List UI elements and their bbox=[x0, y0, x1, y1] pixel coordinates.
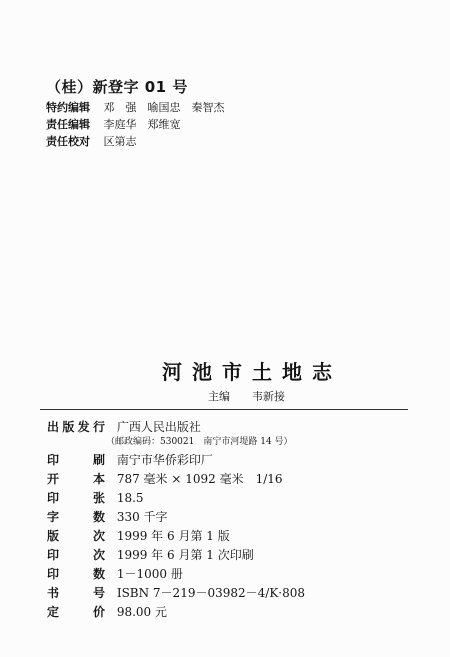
staff-label: 特约编辑 bbox=[46, 101, 90, 114]
publisher-row bbox=[47, 418, 201, 435]
staff-label: 责任校对 bbox=[46, 135, 90, 148]
detail-row-word-count bbox=[47, 508, 168, 525]
detail-row-impression bbox=[47, 546, 254, 563]
detail-value: 787 毫米 × 1092 毫米 1/16 bbox=[116, 472, 283, 486]
detail-row-format bbox=[47, 470, 283, 487]
detail-label: 开本 bbox=[47, 472, 105, 486]
detail-value: ISBN 7－219－03982－4/K·808 bbox=[116, 586, 305, 600]
detail-row-isbn bbox=[47, 584, 305, 601]
staff-row-proofreader bbox=[46, 133, 137, 149]
detail-value: 1999 年 6 月第 1 版 bbox=[116, 529, 230, 543]
detail-row-print-run bbox=[47, 565, 183, 582]
chief-editor-name: 韦新接 bbox=[252, 390, 285, 403]
staff-value: 邓 强 喻国忠 秦智杰 bbox=[103, 101, 225, 114]
detail-value: 98.00 元 bbox=[116, 605, 167, 619]
staff-row-responsible-editor bbox=[46, 116, 181, 132]
detail-row-printing bbox=[47, 451, 213, 468]
detail-label: 版次 bbox=[47, 529, 105, 543]
detail-value: 18.5 bbox=[116, 491, 144, 505]
detail-label: 印数 bbox=[47, 567, 105, 581]
publisher-address: （邮政编码：530021 南宁市河堤路 14 号） bbox=[106, 437, 293, 447]
publisher-name: 广西人民出版社 bbox=[116, 420, 201, 434]
book-title: 河池市土地志 bbox=[162, 360, 342, 384]
detail-label: 印次 bbox=[47, 548, 105, 562]
detail-row-sheets bbox=[47, 489, 144, 506]
detail-label: 印刷 bbox=[47, 453, 105, 467]
detail-value: 1999 年 6 月第 1 次印刷 bbox=[116, 548, 254, 562]
detail-row-price bbox=[47, 603, 167, 620]
detail-label: 印张 bbox=[47, 491, 105, 505]
staff-label: 责任编辑 bbox=[46, 118, 90, 131]
staff-value: 区第志 bbox=[103, 135, 137, 148]
detail-label: 书号 bbox=[47, 586, 105, 600]
detail-row-edition bbox=[47, 527, 230, 544]
staff-row-special-editor bbox=[46, 99, 225, 115]
detail-value: 1－1000 册 bbox=[116, 567, 183, 581]
detail-value: 南宁市华侨彩印厂 bbox=[116, 453, 213, 467]
detail-label: 定价 bbox=[47, 605, 105, 619]
publisher-label: 出版发行 bbox=[47, 420, 105, 434]
divider-line bbox=[40, 409, 408, 410]
staff-value: 李庭华 郑维宽 bbox=[103, 118, 181, 131]
chief-editor-label: 主编 bbox=[208, 390, 230, 403]
detail-label: 字数 bbox=[47, 510, 105, 524]
detail-value: 330 千字 bbox=[116, 510, 168, 524]
registration-number: （桂）新登字 01 号 bbox=[46, 78, 188, 96]
